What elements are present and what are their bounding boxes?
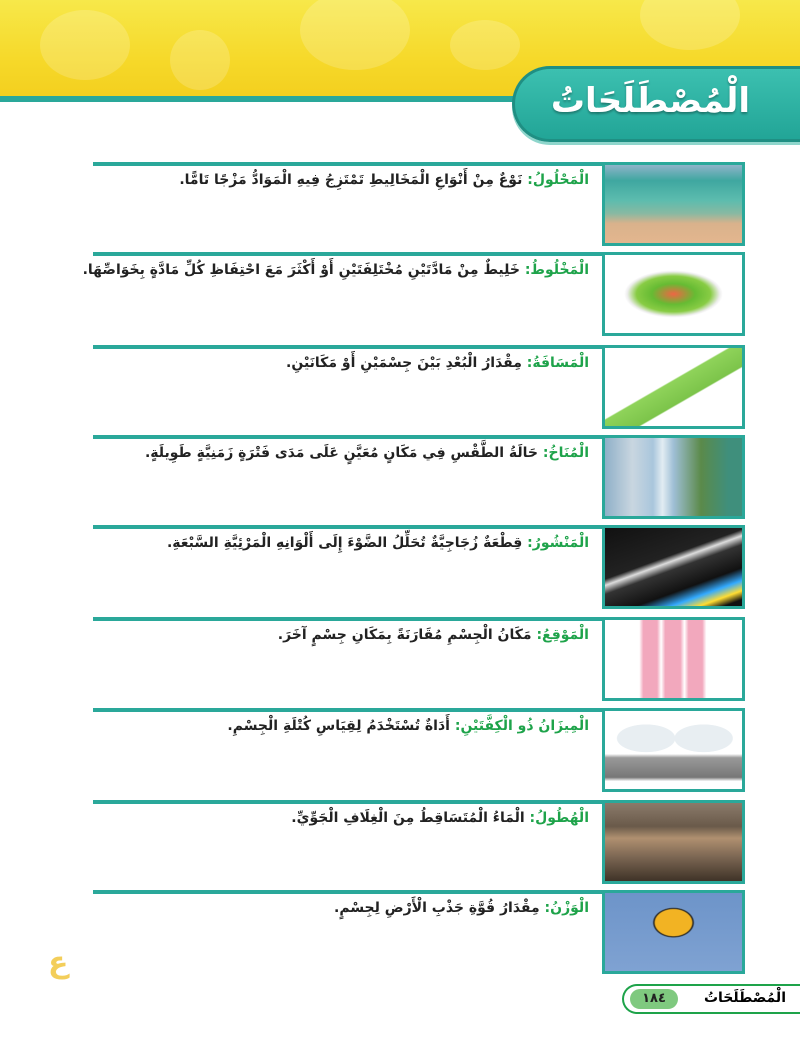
glossary-entry — [93, 617, 745, 697]
entry-text — [167, 535, 589, 551]
entry-image-balance — [602, 708, 745, 792]
entry-text — [145, 445, 589, 461]
glossary-entry — [93, 435, 745, 515]
entry-text — [227, 718, 589, 734]
entry-definition: مِقْدَارُ الْبُعْدِ بَيْنَ جِسْمَيْنِ أَوْ مَكَانَيْنِ. — [286, 355, 522, 371]
entry-term: الْمُنَاخُ: — [542, 445, 589, 461]
glossary-entry — [82, 252, 745, 332]
entry-image-rain-road — [602, 800, 745, 884]
entry-image-parachute — [602, 890, 745, 974]
entry-text — [291, 810, 589, 826]
entry-text — [179, 172, 589, 188]
glossary-entry — [93, 162, 745, 242]
entry-term: الْهُطُولُ: — [529, 810, 589, 826]
publisher-logo-icon: ع — [48, 945, 69, 980]
footer-label: الْمُصْطَلَحَاتُ — [703, 990, 786, 1006]
page-title-tab — [512, 66, 800, 142]
entry-definition: مَكَانُ الْجِسْمِ مُقَارَنَةً بِمَكَانِ جِسْمٍ آخَرَ. — [277, 627, 532, 643]
entry-text — [286, 355, 589, 371]
entry-text — [278, 627, 589, 643]
glossary-entry — [93, 890, 745, 970]
entry-image-girls — [602, 617, 745, 701]
entry-definition: الْمَاءُ الْمُتَسَاقِطُ مِنَ الْغِلَافِ الْجَوِّيِّ. — [291, 810, 525, 826]
entry-definition: حَالَةُ الطَّقْسِ فِي مَكَانٍ مُعَيَّنٍ عَلَى مَدَى فَتْرَةٍ زَمَنِيَّةٍ طَوِيلَةٍ. — [144, 445, 539, 461]
entry-term: الْمَسَافَةُ: — [526, 355, 589, 371]
page-number: ١٨٤ — [630, 989, 678, 1009]
entry-term: الْمَحْلُولُ: — [527, 172, 589, 188]
entry-text — [83, 262, 589, 278]
glossary-entry — [93, 345, 745, 425]
page-title: الْمُصْطَلَحَاتُ — [550, 81, 750, 121]
entry-term: الْمَنْشُورُ: — [527, 535, 589, 551]
glossary-entry — [93, 800, 745, 880]
entry-definition: مِقْدَارُ قُوَّةِ جَذْبِ الْأَرْضِ لِجِسْمٍ. — [334, 900, 540, 916]
entry-term: الْمَخْلُوطُ: — [524, 262, 589, 278]
entry-term: الْمَوْقِعُ: — [536, 627, 589, 643]
entry-definition: قِطْعَةٌ زُجَاجِيَّةٌ تُحَلِّلُ الضَّوْءَ إِلَى أَلْوَانِهِ الْمَرْئِيَّةِ السَّبْعَةِ. — [166, 535, 523, 551]
entry-image-salad — [602, 252, 745, 336]
entry-term: الْمِيزَانُ ذُو الْكِفَّتَيْنِ: — [454, 718, 589, 734]
entry-term: الْوَزْنُ: — [544, 900, 589, 916]
entry-text — [334, 900, 589, 916]
glossary-entry — [93, 525, 745, 605]
entry-image-city-tower — [602, 435, 745, 519]
entry-definition: أَدَاةٌ تُسْتَخْدَمُ لِقِيَاسِ كُتْلَةِ الْجِسْمِ. — [227, 718, 450, 734]
glossary-entry — [93, 708, 745, 788]
banner-divider — [0, 96, 540, 102]
entry-image-sea-beach — [602, 162, 745, 246]
entry-definition: خَلِيطٌ مِنْ مَادَّتَيْنِ مُخْتَلِفَتَيْنِ أَوْ أَكْثَرَ مَعَ احْتِفَاظِ كُلِّ مَادَّةٍ بِخَوَاصِّهَا. — [82, 262, 520, 278]
page-footer — [622, 984, 800, 1014]
entry-definition: نَوْعٌ مِنْ أَنْوَاعِ الْمَخَالِيطِ تَمْتَزِجُ فِيهِ الْمَوَادُّ مَزْجًا تَامًّا. — [179, 172, 523, 188]
entry-image-prism — [602, 525, 745, 609]
entry-image-ruler — [602, 345, 745, 429]
